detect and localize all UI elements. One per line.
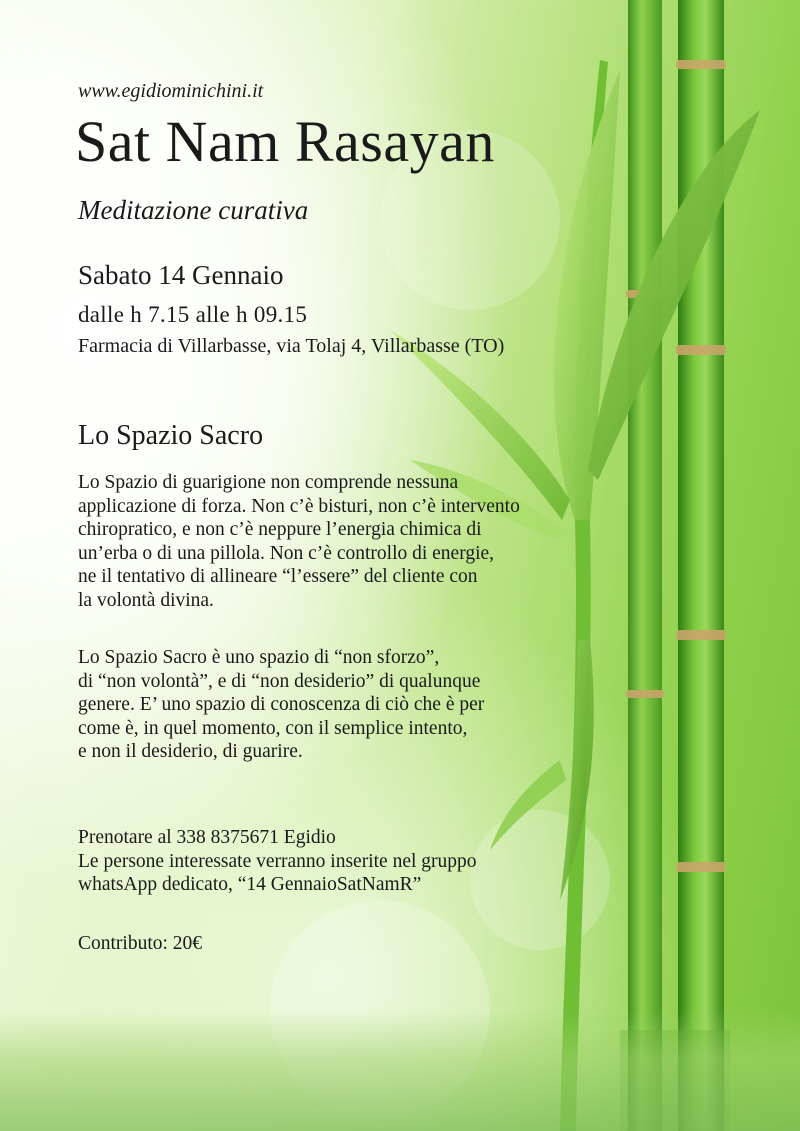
booking-line: whatsApp dedicato, “14 GennaioSatNamR”: [78, 874, 422, 895]
paragraph-healing-space: [78, 471, 520, 612]
booking-line: Prenotare al 338 8375671 Egidio: [78, 827, 336, 848]
paragraph-sacred-space: [78, 646, 484, 764]
paragraph-line: e non il desiderio, di guarire.: [78, 741, 303, 762]
water-reflection: [0, 1010, 800, 1131]
bamboo-node: [626, 690, 664, 698]
paragraph-line: un’erba o di una pillola. Non c’è controllo di energie,: [78, 542, 495, 564]
event-location: Farmacia di Villarbasse, via Tolaj 4, Villarbasse (TO): [78, 335, 505, 357]
subtitle: Meditazione curativa: [78, 195, 309, 225]
contribution-price: Contributo: 20€: [78, 933, 203, 954]
paragraph-line: la volontà divina.: [78, 589, 214, 611]
paragraph-line: Lo Spazio Sacro è uno spazio di “non sforzo”,: [78, 647, 440, 668]
paragraph-line: applicazione di forza. Non c’è bisturi, non c’è intervento: [78, 495, 520, 517]
website-url: www.egidiominichini.it: [78, 80, 264, 102]
paragraph-line: di “non volontà”, e di “non desiderio” di qualunque: [78, 670, 481, 692]
bamboo-node: [676, 345, 726, 355]
bamboo-node: [676, 862, 726, 872]
page-title: Sat Nam Rasayan: [75, 109, 495, 174]
paragraph-line: ne il tentativo di allineare “l’essere” del cliente con: [78, 566, 478, 587]
bamboo-node: [676, 60, 726, 69]
event-date: Sabato 14 Gennaio: [78, 260, 284, 290]
paragraph-line: Lo Spazio di guarigione non comprende nessuna: [78, 472, 459, 493]
section-title: Lo Spazio Sacro: [78, 420, 264, 451]
event-time: dalle h 7.15 alle h 09.15: [78, 302, 308, 327]
booking-info: [78, 826, 477, 897]
booking-line: Le persone interessate verranno inserite nel gruppo: [78, 850, 477, 872]
paragraph-line: genere. E’ uno spazio di conoscenza di ciò che è per: [78, 694, 485, 715]
paragraph-line: chiropratico, e non c’è neppure l’energia chimica di: [78, 519, 482, 540]
bamboo-node: [676, 630, 726, 640]
bamboo-stalk: [628, 0, 662, 1131]
paragraph-line: come è, in quel momento, con il semplice intento,: [78, 717, 468, 739]
